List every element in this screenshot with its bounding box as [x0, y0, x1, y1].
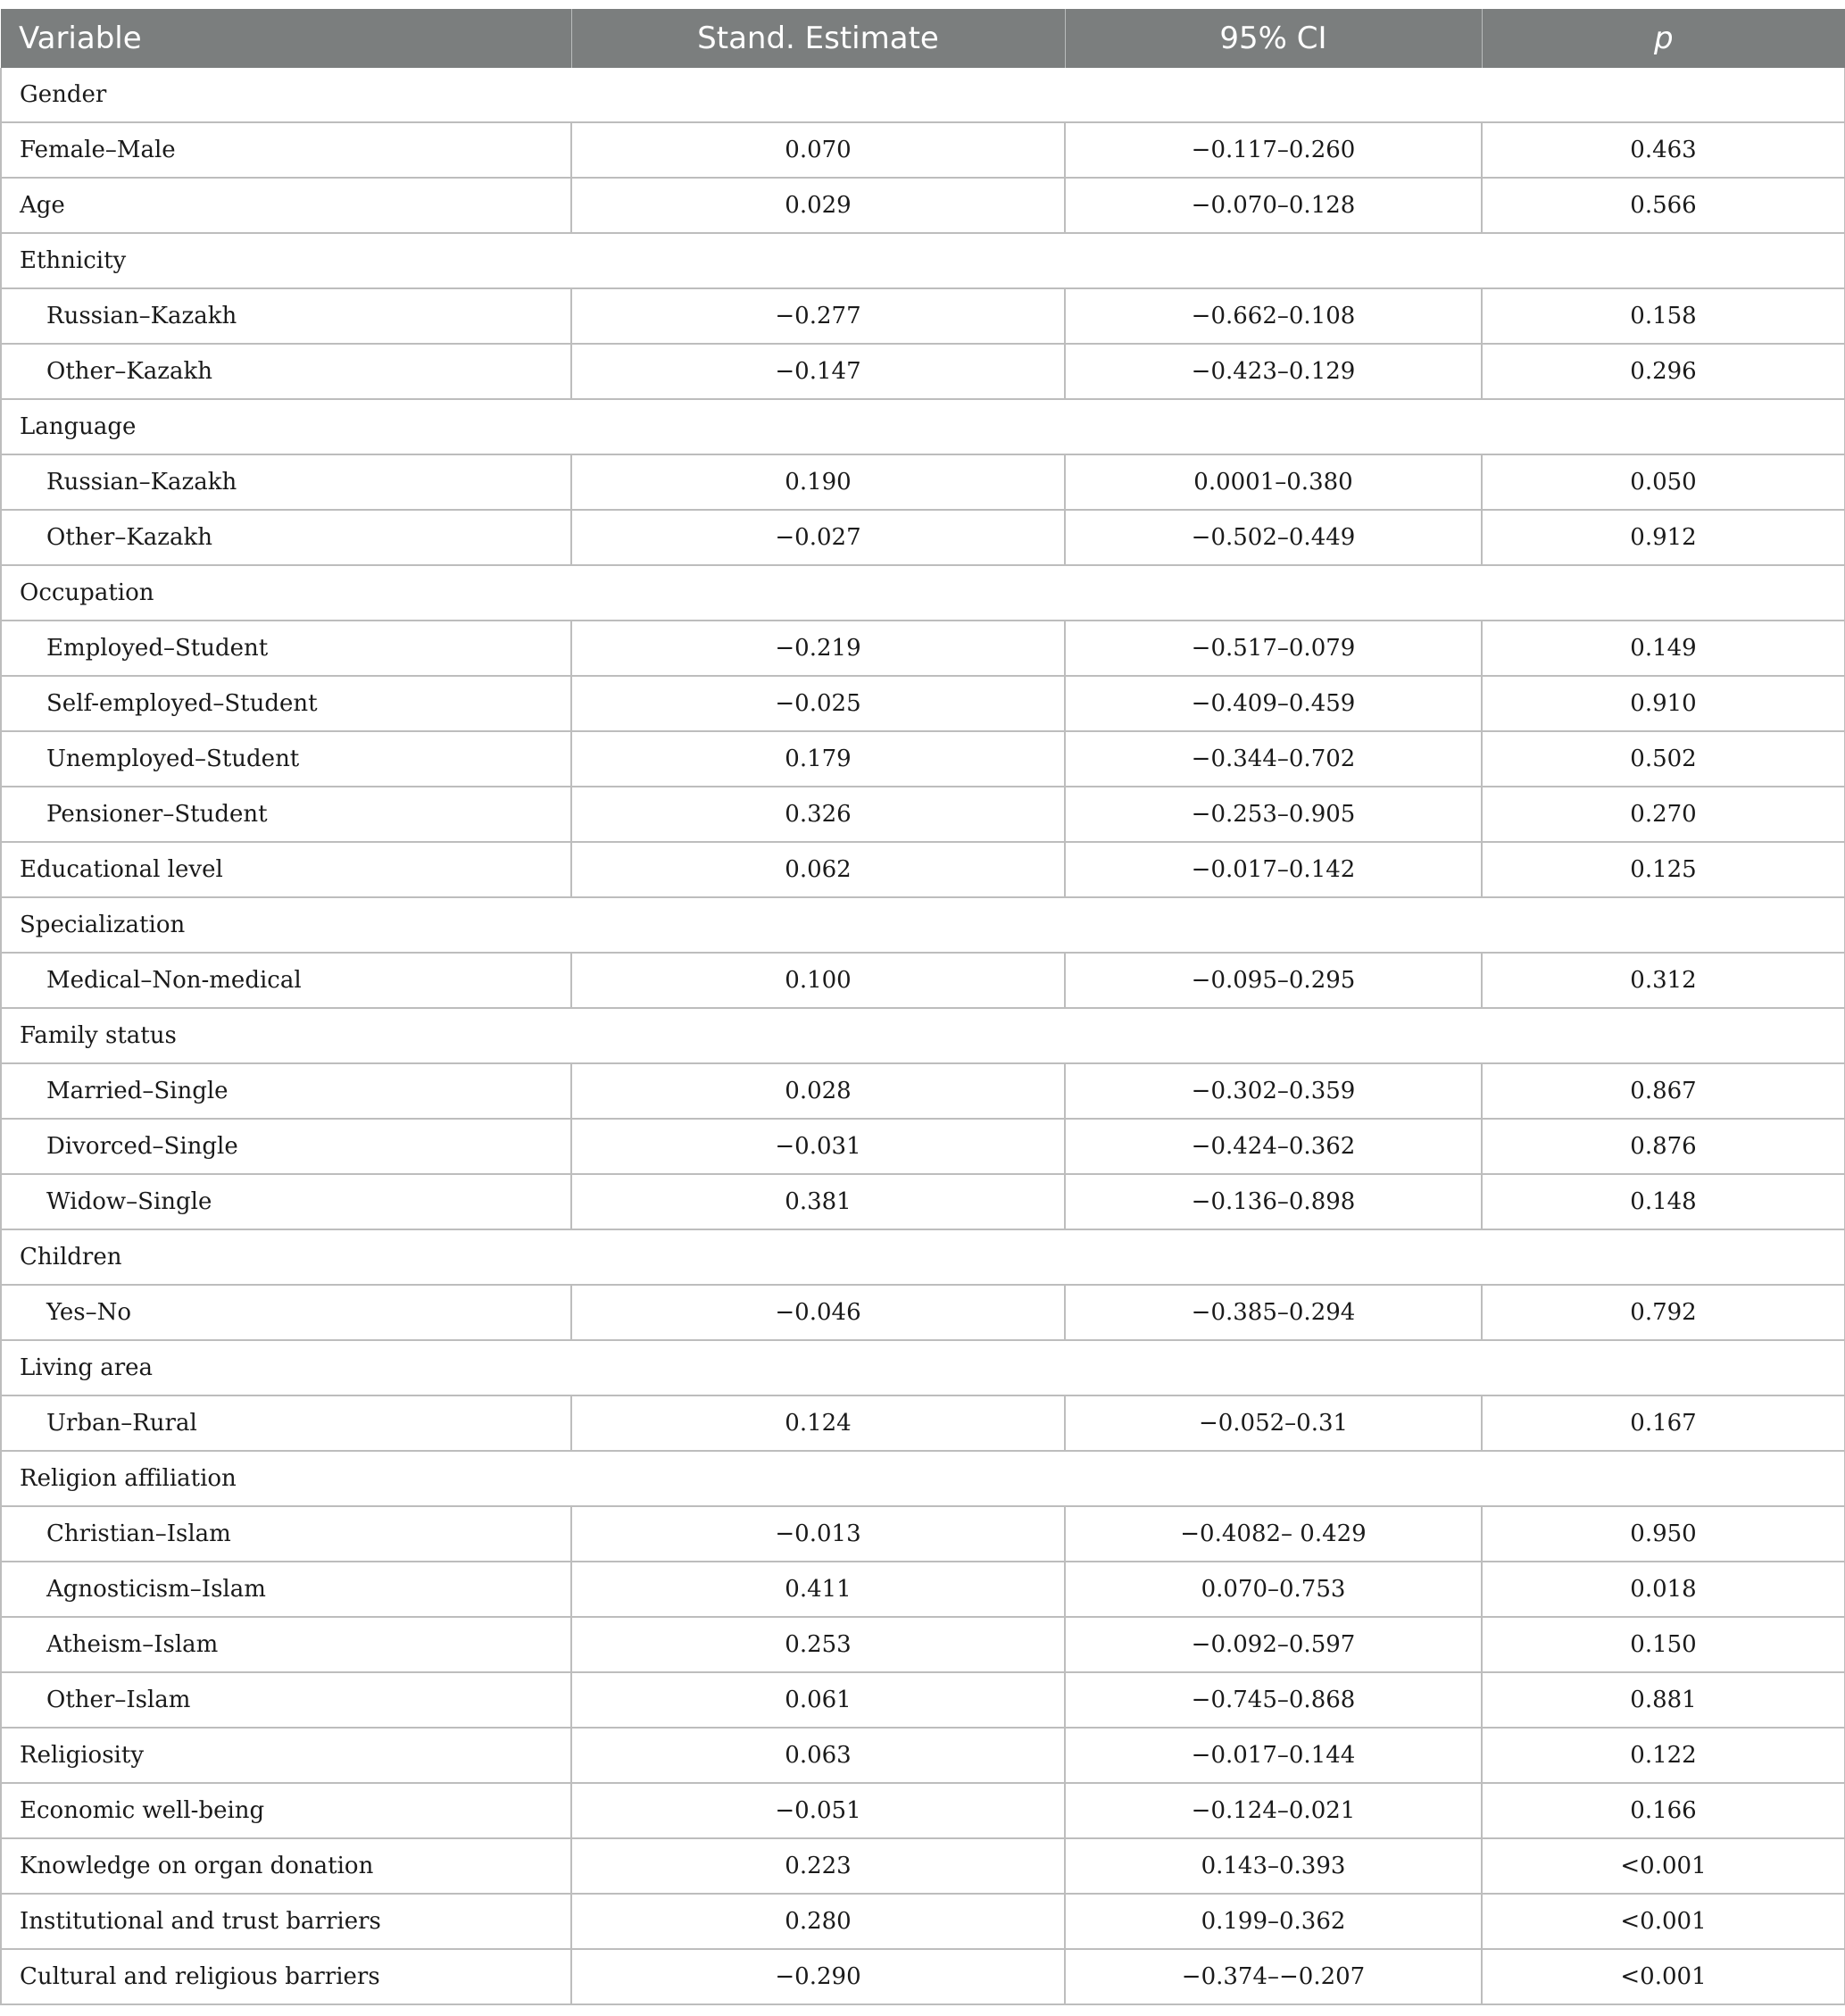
table-row [1, 953, 1845, 1008]
table-row [1, 842, 1845, 897]
row-estimate: −0.046 [571, 1285, 1065, 1340]
table-row [1, 787, 1845, 842]
group-label: Living area [1, 1340, 1845, 1395]
row-estimate: 0.100 [571, 953, 1065, 1008]
row-label: Cultural and religious barriers [1, 1949, 571, 2004]
row-label: Employed–Student [1, 621, 571, 676]
row-p-value: 0.463 [1482, 122, 1845, 178]
row-ci: −0.517–0.079 [1065, 621, 1482, 676]
row-label: Urban–Rural [1, 1395, 571, 1451]
row-ci: −0.070–0.128 [1065, 178, 1482, 233]
row-p-value: <0.001 [1482, 1838, 1845, 1894]
row-label: Pensioner–Student [1, 787, 571, 842]
row-label: Educational level [1, 842, 571, 897]
row-ci: −0.424–0.362 [1065, 1119, 1482, 1174]
row-ci: 0.199–0.362 [1065, 1894, 1482, 1949]
group-label: Gender [1, 68, 1845, 122]
row-estimate: −0.027 [571, 510, 1065, 565]
row-ci: −0.136–0.898 [1065, 1174, 1482, 1229]
row-estimate: 0.070 [571, 122, 1065, 178]
table-row [1, 454, 1845, 510]
row-p-value: 0.912 [1482, 510, 1845, 565]
row-ci: −0.302–0.359 [1065, 1063, 1482, 1119]
row-ci: −0.745–0.868 [1065, 1672, 1482, 1728]
row-estimate: 0.411 [571, 1562, 1065, 1617]
row-label: Age [1, 178, 571, 233]
table-row [1, 1949, 1845, 2004]
row-estimate: −0.277 [571, 288, 1065, 344]
row-label: Yes–No [1, 1285, 571, 1340]
row-p-value: 0.502 [1482, 731, 1845, 787]
table-row [1, 1672, 1845, 1728]
row-label: Knowledge on organ donation [1, 1838, 571, 1894]
row-p-value: 0.867 [1482, 1063, 1845, 1119]
row-estimate: 0.029 [571, 178, 1065, 233]
row-estimate: 0.179 [571, 731, 1065, 787]
table-row [1, 731, 1845, 787]
row-ci: −0.662–0.108 [1065, 288, 1482, 344]
group-label: Religion affiliation [1, 1451, 1845, 1506]
row-p-value: 0.881 [1482, 1672, 1845, 1728]
table-row [1, 1506, 1845, 1562]
row-p-value: 0.149 [1482, 621, 1845, 676]
table-group-row [1, 1340, 1845, 1395]
row-p-value: 0.566 [1482, 178, 1845, 233]
row-p-value: 0.125 [1482, 842, 1845, 897]
row-label: Russian–Kazakh [1, 288, 571, 344]
row-ci: −0.385–0.294 [1065, 1285, 1482, 1340]
row-p-value: 0.018 [1482, 1562, 1845, 1617]
table-row [1, 1285, 1845, 1340]
row-label: Divorced–Single [1, 1119, 571, 1174]
table-row [1, 288, 1845, 344]
row-ci: −0.502–0.449 [1065, 510, 1482, 565]
table-row [1, 676, 1845, 731]
row-p-value: 0.150 [1482, 1617, 1845, 1672]
table-row [1, 621, 1845, 676]
row-label: Economic well-being [1, 1783, 571, 1838]
table-row [1, 1728, 1845, 1783]
row-label: Unemployed–Student [1, 731, 571, 787]
row-estimate: −0.013 [571, 1506, 1065, 1562]
table-group-row [1, 565, 1845, 621]
row-p-value: 0.950 [1482, 1506, 1845, 1562]
table-row [1, 510, 1845, 565]
row-estimate: 0.223 [571, 1838, 1065, 1894]
row-p-value: 0.166 [1482, 1783, 1845, 1838]
table-group-row [1, 1008, 1845, 1063]
row-label: Female–Male [1, 122, 571, 178]
row-estimate: −0.147 [571, 344, 1065, 399]
row-label: Russian–Kazakh [1, 454, 571, 510]
header-row [1, 9, 1845, 68]
group-label: Occupation [1, 565, 1845, 621]
row-p-value: 0.050 [1482, 454, 1845, 510]
table-header [1, 9, 1845, 68]
row-label: Self-employed–Student [1, 676, 571, 731]
row-p-value: 0.792 [1482, 1285, 1845, 1340]
row-ci: −0.017–0.144 [1065, 1728, 1482, 1783]
row-ci: −0.095–0.295 [1065, 953, 1482, 1008]
table-body [1, 68, 1845, 2004]
row-p-value: 0.167 [1482, 1395, 1845, 1451]
group-label: Family status [1, 1008, 1845, 1063]
row-p-value: 0.910 [1482, 676, 1845, 731]
table-row [1, 1617, 1845, 1672]
table-row [1, 122, 1845, 178]
row-ci: 0.0001–0.380 [1065, 454, 1482, 510]
table-group-row [1, 68, 1845, 122]
row-estimate: −0.025 [571, 676, 1065, 731]
row-ci: −0.344–0.702 [1065, 731, 1482, 787]
row-estimate: 0.326 [571, 787, 1065, 842]
table-row [1, 178, 1845, 233]
row-ci: −0.253–0.905 [1065, 787, 1482, 842]
row-label: Religiosity [1, 1728, 571, 1783]
row-label: Christian–Islam [1, 1506, 571, 1562]
row-label: Other–Kazakh [1, 510, 571, 565]
row-label: Medical–Non-medical [1, 953, 571, 1008]
group-label: Children [1, 1229, 1845, 1285]
row-estimate: 0.124 [571, 1395, 1065, 1451]
row-estimate: −0.219 [571, 621, 1065, 676]
row-ci: 0.143–0.393 [1065, 1838, 1482, 1894]
table-group-row [1, 399, 1845, 454]
row-ci: −0.423–0.129 [1065, 344, 1482, 399]
table-row [1, 1119, 1845, 1174]
table-row [1, 1894, 1845, 1949]
table-row [1, 1395, 1845, 1451]
table-group-row [1, 233, 1845, 288]
row-ci: −0.117–0.260 [1065, 122, 1482, 178]
row-estimate: 0.061 [571, 1672, 1065, 1728]
row-p-value: 0.876 [1482, 1119, 1845, 1174]
table-row [1, 1063, 1845, 1119]
row-ci: −0.052–0.31 [1065, 1395, 1482, 1451]
row-estimate: −0.031 [571, 1119, 1065, 1174]
header-p: p [1482, 9, 1845, 68]
table-row [1, 344, 1845, 399]
header-variable: Variable [1, 9, 571, 68]
row-label: Widow–Single [1, 1174, 571, 1229]
table-group-row [1, 897, 1845, 953]
row-p-value: 0.312 [1482, 953, 1845, 1008]
header-ci: 95% CI [1065, 9, 1482, 68]
row-ci: −0.4082– 0.429 [1065, 1506, 1482, 1562]
table-group-row [1, 1451, 1845, 1506]
row-estimate: −0.290 [571, 1949, 1065, 2004]
row-ci: 0.070–0.753 [1065, 1562, 1482, 1617]
row-label: Atheism–Islam [1, 1617, 571, 1672]
row-estimate: 0.253 [571, 1617, 1065, 1672]
row-p-value: <0.001 [1482, 1894, 1845, 1949]
row-label: Married–Single [1, 1063, 571, 1119]
header-estimate: Stand. Estimate [571, 9, 1065, 68]
row-p-value: <0.001 [1482, 1949, 1845, 2004]
group-label: Ethnicity [1, 233, 1845, 288]
row-estimate: 0.381 [571, 1174, 1065, 1229]
row-label: Institutional and trust barriers [1, 1894, 571, 1949]
table-group-row [1, 1229, 1845, 1285]
table-row [1, 1562, 1845, 1617]
row-p-value: 0.158 [1482, 288, 1845, 344]
row-label: Agnosticism–Islam [1, 1562, 571, 1617]
row-estimate: 0.062 [571, 842, 1065, 897]
row-estimate: 0.063 [571, 1728, 1065, 1783]
row-p-value: 0.270 [1482, 787, 1845, 842]
row-estimate: −0.051 [571, 1783, 1065, 1838]
row-label: Other–Islam [1, 1672, 571, 1728]
row-ci: −0.092–0.597 [1065, 1617, 1482, 1672]
row-ci: −0.017–0.142 [1065, 842, 1482, 897]
row-ci: −0.374–−0.207 [1065, 1949, 1482, 2004]
row-estimate: 0.280 [571, 1894, 1065, 1949]
row-label: Other–Kazakh [1, 344, 571, 399]
row-ci: −0.409–0.459 [1065, 676, 1482, 731]
group-label: Specialization [1, 897, 1845, 953]
row-p-value: 0.296 [1482, 344, 1845, 399]
table-row [1, 1838, 1845, 1894]
row-p-value: 0.122 [1482, 1728, 1845, 1783]
row-ci: −0.124–0.021 [1065, 1783, 1482, 1838]
table-row [1, 1174, 1845, 1229]
group-label: Language [1, 399, 1845, 454]
table-row [1, 1783, 1845, 1838]
row-estimate: 0.190 [571, 454, 1065, 510]
regression-table [0, 9, 1845, 2005]
row-p-value: 0.148 [1482, 1174, 1845, 1229]
row-estimate: 0.028 [571, 1063, 1065, 1119]
